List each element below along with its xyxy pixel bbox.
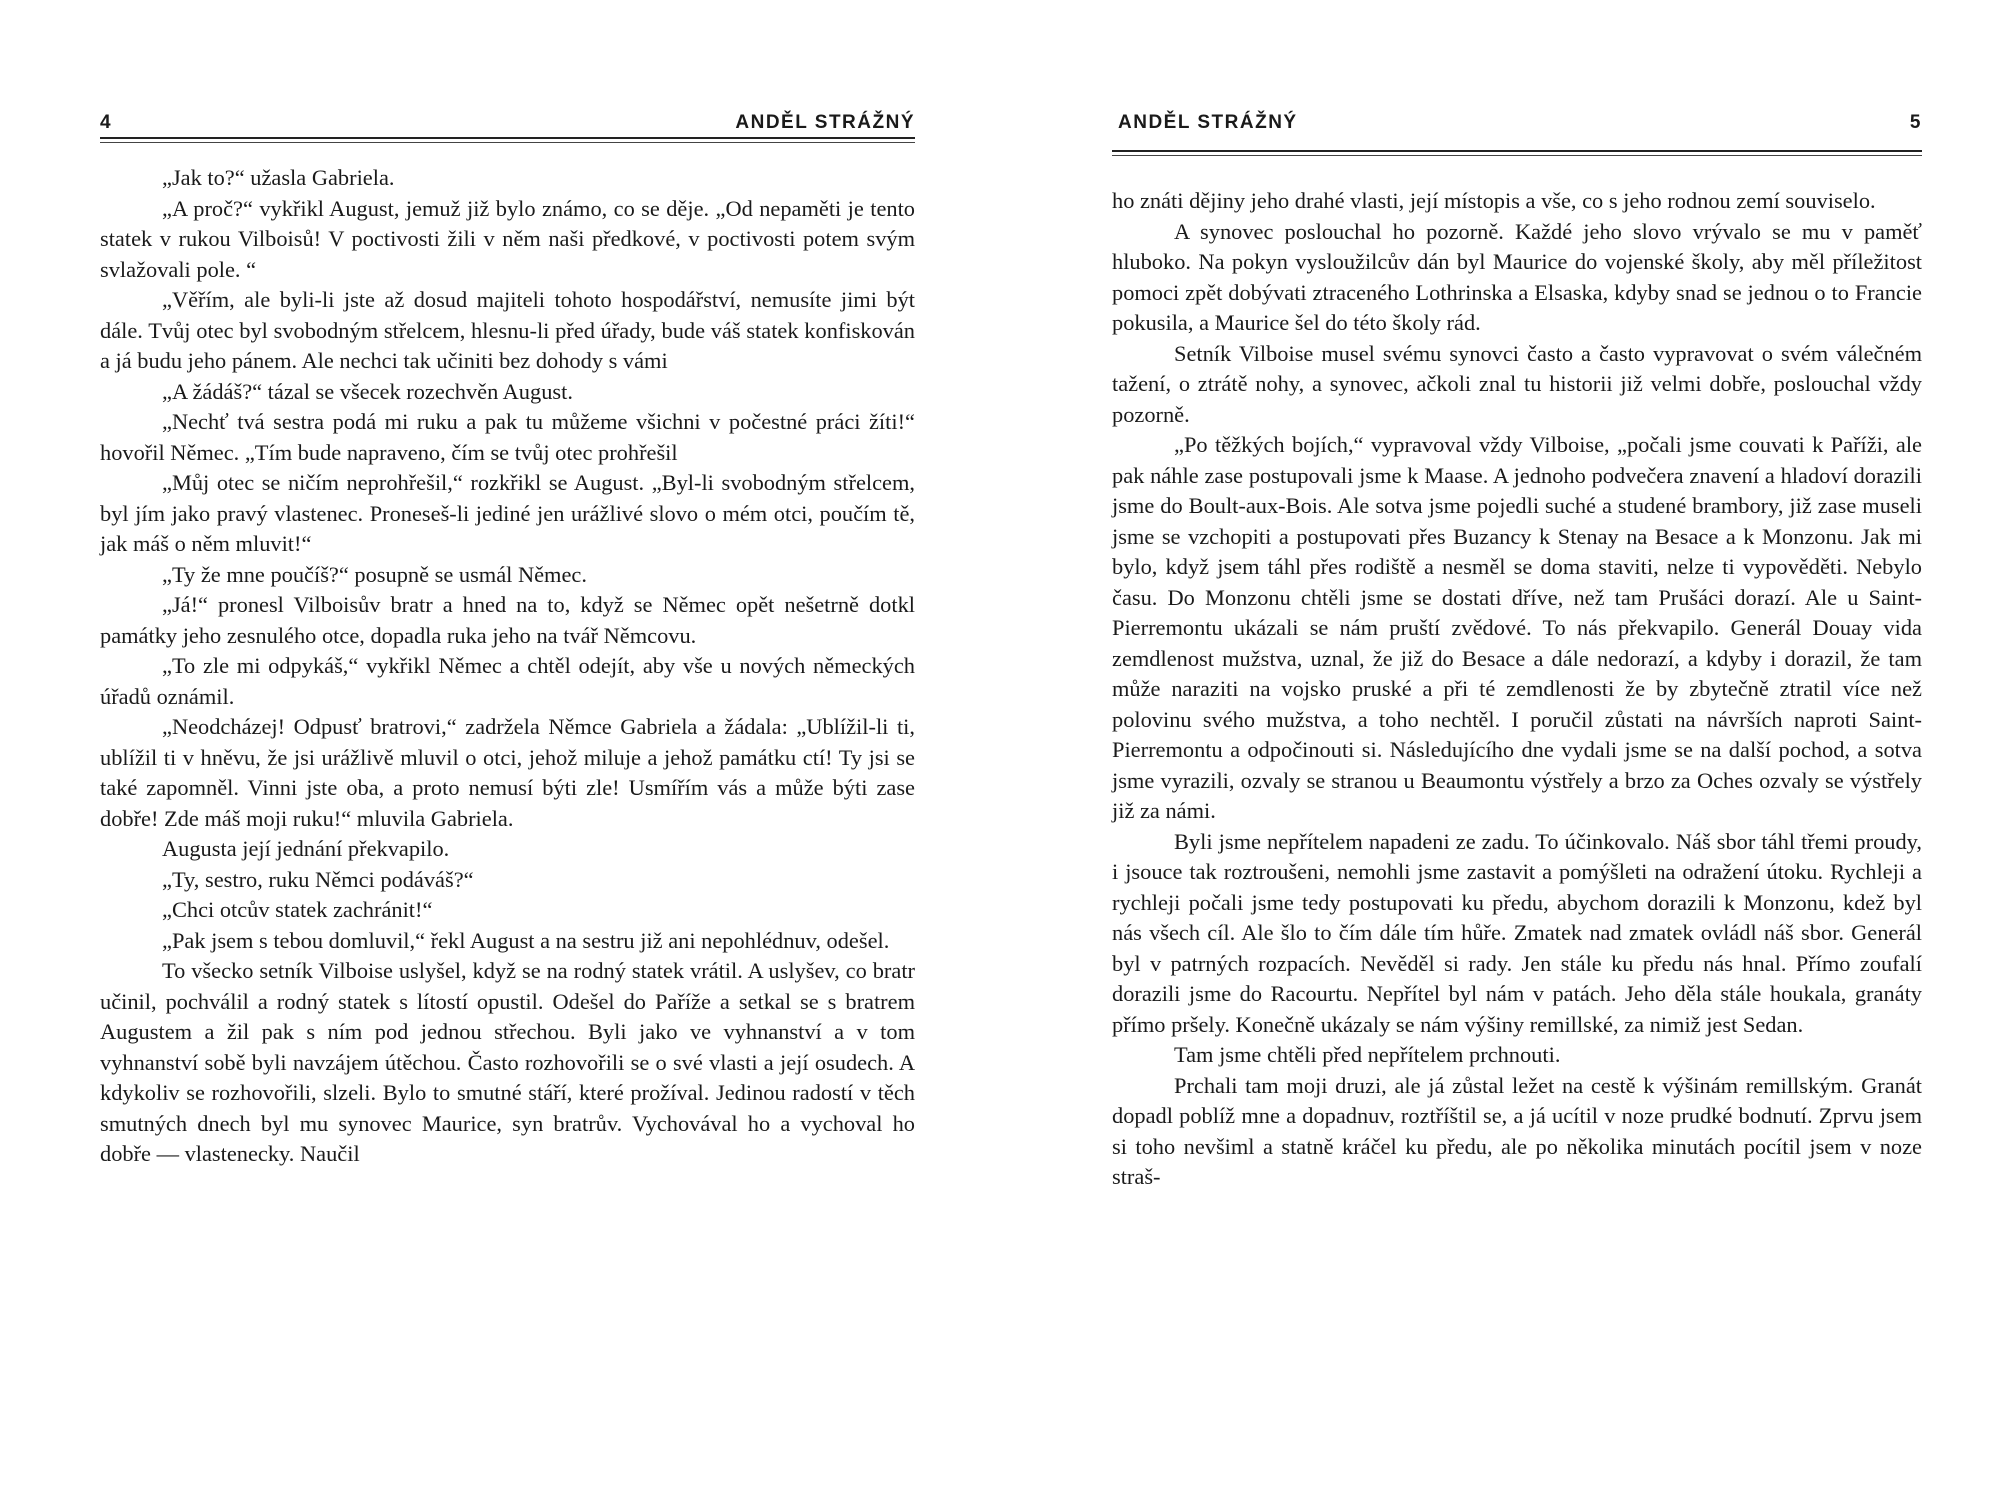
right-running-title: ANDĚL STRÁŽNÝ (1118, 112, 1298, 133)
paragraph: „To zle mi odpykáš,“ vykřikl Němec a chtěl odejít, aby vše u nových německých úřadů oznámil. (100, 653, 915, 709)
left-header-rule-thin (100, 142, 915, 143)
paragraph: „Po těžkých bojích,“ vypravoval vždy Vilboise, „počali jsme couvati k Paříži, ale pak náhle zase postupovali jsme k Maase. A jednoho podvečera znavení a hladoví dorazili jsme do Boult-aux-Bois. Ale sotva jsme pojedli suché a studené brambory, již zase museli jsme se vzchopiti a postupovati přes Buzancy k Stenay na Besace a k Monzonu. Jak mi bylo, když jsem táhl přes rodiště a nesměl se doma staviti, nelze ti vypověděti. Nebylo času. Do Monzonu chtěli jsme se dostati dříve, než tam Prušáci dorazí. Ale u Saint-Pierremontu ukázali se nám pruští zvědové. To nás překvapilo. Generál Douay vida zemdlenost mužstva, uznal, že již do Besace a dále nedorazí, a kdyby i dorazil, že tam může naraziti na vojsko pruské a při té zemdlenosti že by zbytečně ztratil více než polovinu svého mužstva, a toho nechtěl. I poručil zůstati na návrších naproti Saint-Pierremontu a odpočinouti si. Následujícího dne vydali jsme se na další pochod, a sotva jsme vyrazili, ozvaly se stranou u Beaumontu výstřely a brzo za Oches ozvaly se výstřely již za námi. (1112, 432, 1922, 823)
paragraph: „Ty že mne poučíš?“ posupně se usmál Němec. (162, 561, 587, 587)
paragraph: „A žádáš?“ tázal se všecek rozechvěn August. (162, 378, 573, 404)
paragraph: „Jak to?“ užasla Gabriela. (162, 165, 395, 190)
paragraph: Augusta její jednání překvapilo. (162, 836, 450, 861)
left-page (100, 0, 915, 1500)
paragraph: „Nechť tvá sestra podá mi ruku a pak tu můžeme všichni v počestné práci žíti!“ hovořil Němec. „Tím bude napraveno, čím se tvůj otec prohřešil (100, 409, 915, 465)
paragraph: Byli jsme nepřítelem napadeni ze zadu. To účinkovalo. Náš sbor táhl třemi proudy, i jsouce tak roztroušeni, nemohli jsme zastavit a pomýšleti na odražení útoku. Rychleji a rychleji počali jsme tedy postupovati ku předu, abychom dorazili k Monzonu, kdež byl nás všech cíl. Ale šlo to čím dále tím hůře. Zmatek nad zmatek ovládl náš sbor. Generál byl v patrných rozpacích. Nevěděl si rady. Jen stále ku předu nás hnal. Přímo zoufalí dorazili jsme do Racourtu. Nepřítel byl nám v patách. Jeho děla stále houkala, granáty přímo pršely. Konečně ukázaly se nám výšiny remillské, za nimiž jest Sedan. (1112, 828, 1922, 1037)
paragraph: „Ty, sestro, ruku Němci podáváš?“ (162, 866, 474, 892)
left-running-head (100, 112, 915, 136)
right-running-head (1112, 112, 1922, 136)
right-page-number: 5 (1909, 112, 1922, 133)
left-running-title: ANDĚL STRÁŽNÝ (735, 112, 915, 133)
paragraph: „Věřím, ale byli-li jste až dosud majiteli tohoto hospodářství, nemusíte jimi být dále. Tvůj otec byl svobodným střelcem, hlesnu-li před úřady, bude váš statek konfiskován a já budu jeho pánem. Ale nechci tak učiniti bez dohody s vámi (100, 287, 915, 373)
right-page (1112, 0, 1922, 1500)
paragraph: A synovec poslouchal ho pozorně. Každé jeho slovo vrývalo se mu v paměť hluboko. Na pokyn vysloužilcův dán byl Maurice do vojenské školy, aby měl příležitost pomoci zpět dobývati ztraceného Lothrinska a Elsaska, kdyby snad se jednou o to Francie pokusila, a Maurice šel do této školy rád. (1112, 218, 1922, 335)
paragraph: To všecko setník Vilboise uslyšel, když se na rodný statek vrátil. A uslyšev, co bratr učinil, pochválil a rodný statek s lítostí opustil. Odešel do Paříže a setkal se s bratrem Augustem a žil pak s ním pod jednou střechou. Byli jako ve vyhnanství a v tom vyhnanství sobě byli navzájem útěchou. Často rozhovořili se o své vlasti a její osudech. A kdykoliv se rozhovořili, slzeli. Bylo to smutné stáří, které prožíval. Jedinou radostí v těch smutných dnech byl mu synovec Maurice, syn bratrův. Vychovával ho a vychoval ho dobře — vlastenecky. Naučil (100, 958, 915, 1166)
paragraph: „Já!“ pronesl Vilboisův bratr a hned na to, když se Němec opět nešetrně dotkl památky jeho zesnulého otce, dopadla ruka jeho na tvář Němcovu. (100, 592, 915, 648)
paragraph: „Pak jsem s tebou domluvil,“ řekl August a na sestru již ani nepohlédnuv, odešel. (162, 927, 890, 953)
paragraph: „A proč?“ vykřikl August, jemuž již bylo známo, co se děje. „Od nepaměti je tento statek v rukou Vilboisů! V poctivosti žili v něm naši předkové, v poctivosti potem svým svlažovali pole. “ (100, 195, 915, 282)
paragraph: Setník Vilboise musel svému synovci často a často vypravovat o svém válečném tažení, o ztrátě nohy, a synovec, ačkoli znal tu historii již velmi dobře, poslouchal vždy pozorně. (1112, 340, 1922, 427)
left-header-rule-thick (100, 137, 915, 139)
paragraph: „Chci otcův statek zachránit!“ (162, 897, 433, 922)
right-header-rule-thin (1112, 155, 1922, 156)
left-body-text (100, 163, 915, 1170)
left-page-number: 4 (100, 112, 113, 133)
right-header-rule-thick (1112, 150, 1922, 152)
paragraph: „Neodcházej! Odpusť bratrovi,“ zadržela Němce Gabriela a žádala: „Ublížil-li ti, ublížil ti v hněvu, že jsi urážlivě mluvil o otci, jehož miluje a jehož památku ctí! Ty jsi se také zapomněl. Vinni jste oba, a proto nemusí býti zle! Usmířím vás a může býti zase dobře! Zde máš moji ruku!“ mluvila Gabriela. (100, 714, 915, 831)
paragraph: ho znáti dějiny jeho drahé vlasti, její místopis a vše, co s jeho rodnou zemí souviselo. (1112, 188, 1876, 213)
right-body-text (1112, 186, 1922, 1193)
paragraph: „Můj otec se ničím neprohřešil,“ rozkřikl se August. „Byl-li svobodným střelcem, byl jím jako pravý vlastenec. Proneseš-li jediné jen urážlivé slovo o mém otci, poučím tě, jak máš o něm mluvit!“ (100, 470, 915, 556)
paragraph: Prchali tam moji druzi, ale já zůstal ležet na cestě k výšinám remillským. Granát dopadl poblíž mne a dopadnuv, roztříštil se, a já ucítil v noze prudké bodnutí. Zprvu jsem si toho nevšiml a statně kráčel ku předu, ale po několika minutách pocítil jsem v noze straš- (1112, 1072, 1922, 1189)
paragraph: Tam jsme chtěli před nepřítelem prchnouti. (1174, 1042, 1561, 1067)
